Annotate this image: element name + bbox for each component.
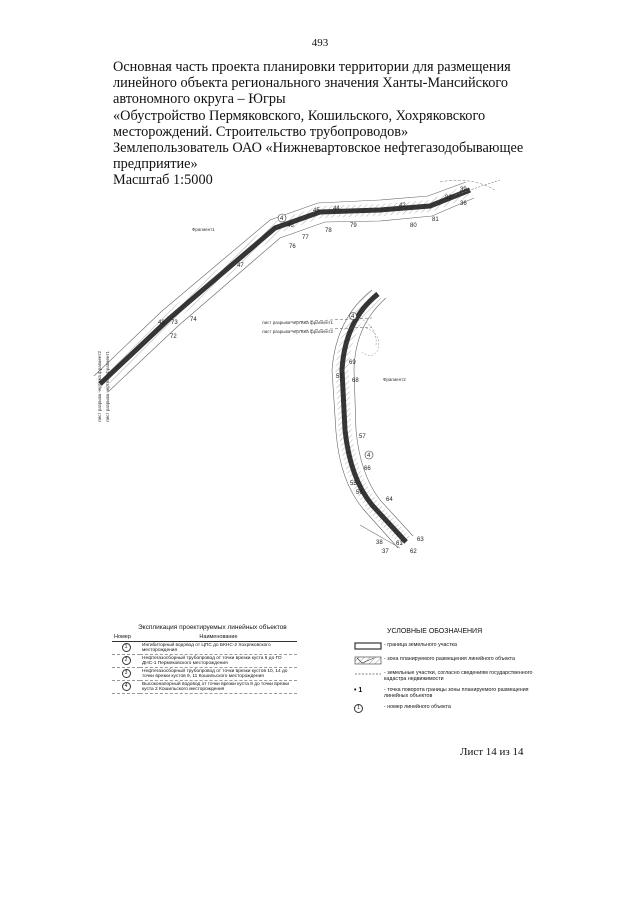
point-label: 64 [386, 497, 393, 503]
fragment2-corridor [332, 290, 413, 548]
point-label: 57 [359, 434, 366, 440]
page-number: 493 [311, 37, 329, 49]
line-number: 4 [351, 314, 355, 320]
title-line: линейного объекта регионального значения Ханты-Мансийского [113, 75, 509, 92]
cut-line-label: лист разрыва чертежа фрагмент2 [262, 329, 334, 334]
col-number: Номер [112, 633, 140, 642]
legend [354, 642, 554, 718]
scale-label: Масштаб 1:5000 [113, 172, 213, 189]
point-label: 81 [432, 217, 439, 223]
point-label: 42 [399, 203, 406, 209]
point-label: 61 [396, 541, 403, 547]
legend-title: УСЛОВНЫЕ ОБОЗНАЧЕНИЯ [387, 628, 483, 635]
point-label: 63 [417, 537, 424, 543]
cut-line-label: лист разрыва чертежа фрагмент1 [262, 320, 334, 325]
row-name: Ингибиторный водовод от ЦПС до БКНС-2 Хохряковского месторождения [140, 642, 297, 655]
point-label: 48 [158, 320, 165, 326]
point-label: 46 [287, 223, 294, 229]
legend-item-point [354, 687, 554, 699]
fragment1-label: Фрагмент1 [192, 227, 215, 232]
legend-text: - номер линейного объекта [384, 704, 451, 710]
point-label: 82 [445, 195, 452, 201]
point-label: 37 [382, 549, 389, 555]
table-row [112, 642, 297, 655]
line-number-badge: 1 [354, 704, 363, 713]
point-label: 68 [352, 378, 359, 384]
point-label: 36 [460, 201, 467, 207]
point-label: 53 [336, 374, 343, 380]
line-number: 4 [367, 453, 371, 459]
table-row [112, 681, 297, 694]
point-label: 80 [410, 223, 417, 229]
vertical-cut-label: лист разрыва чертежа фрагмент2 [97, 350, 102, 422]
legend-item-parcel [354, 642, 554, 651]
point-label: 39 [460, 187, 467, 193]
point-label: 73 [171, 320, 178, 326]
legend-text: - зона планируемого размещения линейного объекта [384, 656, 515, 662]
point-label: 79 [350, 223, 357, 229]
cadastre-parcel [362, 328, 379, 356]
explication-table [112, 633, 297, 694]
point-label: 47 [237, 263, 244, 269]
table-row [112, 668, 297, 681]
point-label: 78 [325, 228, 332, 234]
title-line: месторождений. Строительство трубопроводов» [113, 123, 409, 140]
point-label: 69 [349, 360, 356, 366]
legend-mark: 1 [358, 687, 363, 694]
point-label: 56 [356, 490, 363, 496]
legend-item-zone [354, 656, 554, 665]
point-label: 72 [170, 334, 177, 340]
legend-item-number [354, 704, 554, 713]
row-name: Высоконапорный водовод от точки врезки куста 8 до точки врезки куста 2 Кошильского месторождения [140, 681, 297, 694]
vertical-cut-label: лист разрыва чертежа фрагмент1 [105, 350, 110, 422]
point-label: 74 [190, 317, 197, 323]
explication-title: Экспликация проектируемых линейных объектов [138, 624, 287, 631]
fragment2-label: Фрагмент2 [383, 377, 406, 382]
title-line: предприятие» [113, 156, 198, 173]
turning-point-labels [158, 187, 467, 555]
title-line: автономного округа – Югры [113, 91, 286, 108]
zone-icon [354, 656, 382, 665]
parcel-boundary-icon [354, 642, 382, 650]
col-name: Наименование [140, 633, 297, 642]
point-label: 44 [333, 206, 340, 212]
legend-text: - граница земельного участка [384, 642, 457, 648]
point-label: 45 [313, 208, 320, 214]
point-label: 38 [376, 540, 383, 546]
point-label: 76 [289, 244, 296, 250]
line-number-badge: 2 [122, 656, 131, 665]
point-label: 66 [364, 466, 371, 472]
table-row [112, 655, 297, 668]
line-number-badge: 4 [122, 682, 131, 691]
line-number-marks [278, 214, 373, 459]
title-line: Основная часть проекта планировки территории для размещения [113, 59, 511, 75]
point-label: 62 [410, 549, 417, 555]
turning-point-icon: • 1 [354, 687, 363, 694]
cadastre-line-icon [354, 670, 382, 678]
line-number-badge: 3 [122, 669, 131, 678]
legend-text: - точка поворота границы зоны планируемого размещения линейных объектов [384, 687, 529, 699]
sheet-label: Лист 14 из 14 [460, 746, 524, 758]
fragment1-corridor [94, 180, 500, 392]
row-name: Нефтегазосборный трубопровод от точки врезки куста 6 до ГО ДНС-1 Пермяковского месторождения [140, 655, 297, 668]
title-line: «Обустройство Пермяковского, Кошильского, Хохряковского [113, 107, 486, 124]
point-label: 55 [350, 481, 357, 487]
title-line: Землепользователь ОАО «Нижневартовское нефтегазодобывающее [113, 140, 524, 157]
line-number-badge: 1 [122, 643, 131, 652]
legend-text: - земельные участки, согласно сведениям государственного кадастра недвижимости [384, 670, 533, 682]
point-label: 77 [302, 235, 309, 241]
row-name: Нефтегазосборный трубопровод от точки врезки кустов 10, 14 до точки врезки кустов 9, 11 Кошильского месторождения [140, 668, 297, 681]
legend-item-cadastre [354, 670, 554, 682]
line-number: 4 [280, 216, 284, 222]
